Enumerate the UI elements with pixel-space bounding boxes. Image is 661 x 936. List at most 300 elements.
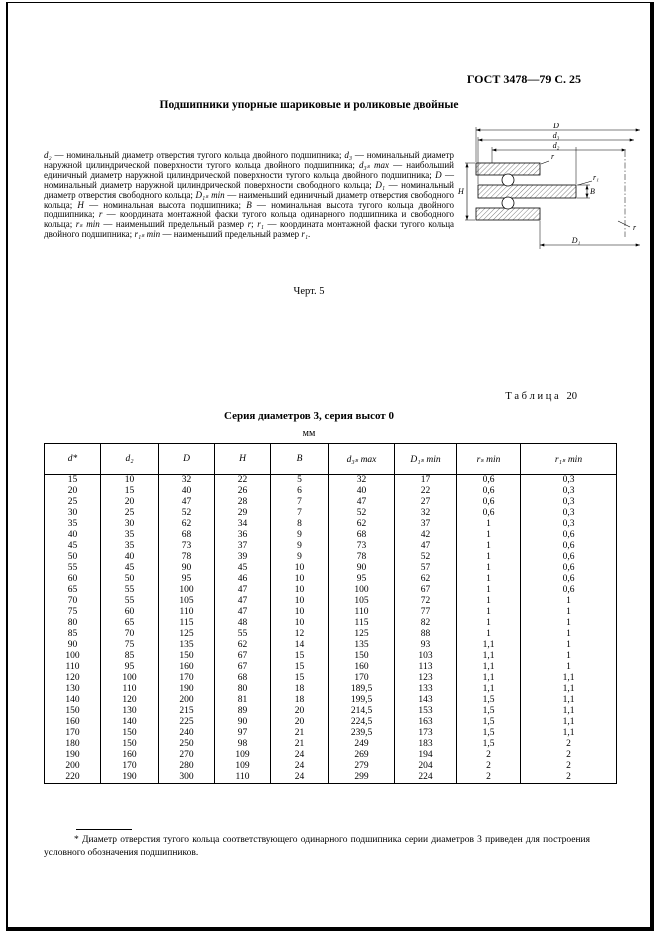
table-cell: 220 (45, 772, 101, 784)
table-cell: 24 (271, 761, 329, 772)
table-cell: 21 (271, 728, 329, 739)
legend-term: H (77, 199, 84, 210)
legend-term: r (247, 219, 252, 230)
col-header-H: H (215, 444, 271, 475)
table-row (45, 508, 617, 519)
table-cell: 170 (101, 761, 159, 772)
table-cell: 10 (271, 563, 329, 574)
table-cell: 1,1 (521, 728, 617, 739)
table-cell: 0,6 (457, 508, 521, 519)
dim-label-D: D (553, 123, 559, 130)
table-number-label: Т а б л и ц а 20 (505, 391, 577, 402)
table-cell: 15 (101, 486, 159, 497)
table-cell: 80 (45, 618, 101, 629)
table-cell: 0,6 (457, 497, 521, 508)
table-row (45, 497, 617, 508)
table-cell: 9 (271, 541, 329, 552)
table-cell: 67 (395, 585, 457, 596)
table-cell: 30 (101, 519, 159, 530)
table-cell: 1 (521, 629, 617, 640)
page-title: Подшипники упорные шариковые и роликовые двойные (159, 99, 459, 111)
table-cell: 55 (45, 563, 101, 574)
table-cell: 190 (159, 684, 215, 695)
table-cell: 80 (215, 684, 271, 695)
legend-term: r (98, 209, 103, 220)
legend-run: — номинальная высота подшипника; (83, 199, 247, 210)
table-cell: 25 (45, 497, 101, 508)
table-cell: 2 (457, 772, 521, 784)
table-cell: 73 (159, 541, 215, 552)
table-cell: 100 (329, 585, 395, 596)
table-row (45, 662, 617, 673)
legend-term: D₁ (375, 179, 386, 190)
legend-run: . (308, 229, 311, 240)
table-row (45, 486, 617, 497)
table-cell: 1,1 (457, 651, 521, 662)
legend-run: — наибольший единичный диаметр наружной цилиндрической поверхности тугого кольца двойного подшипника; (44, 159, 454, 180)
table-cell: 135 (329, 640, 395, 651)
ring-sections (476, 163, 576, 220)
table-cell: 50 (101, 574, 159, 585)
table-cell: 150 (159, 651, 215, 662)
table-cell: 85 (101, 651, 159, 662)
table-cell: 90 (215, 717, 271, 728)
dim-label-r2: r (633, 223, 637, 232)
table-cell: 47 (215, 607, 271, 618)
table-cell: 75 (101, 640, 159, 651)
table-cell: 9 (271, 552, 329, 563)
table-cell: 12 (271, 629, 329, 640)
dim-label-d3: d₃ (552, 131, 560, 140)
table-cell: 46 (215, 574, 271, 585)
table-cell: 2 (521, 761, 617, 772)
table-cell: 10 (271, 596, 329, 607)
table-cell: 20 (271, 706, 329, 717)
col-header-D: D (159, 444, 215, 475)
table-cell: 93 (395, 640, 457, 651)
table-cell: 1 (457, 629, 521, 640)
table-cell: 110 (101, 684, 159, 695)
table-cell: 140 (101, 717, 159, 728)
table-cell: 1,5 (457, 706, 521, 717)
dimension-table-body (45, 475, 617, 784)
table-cell: 88 (395, 629, 457, 640)
table-cell: 130 (45, 684, 101, 695)
table-cell: 50 (45, 552, 101, 563)
table-cell: 250 (159, 739, 215, 750)
table-cell: 35 (101, 541, 159, 552)
table-cell: 160 (159, 662, 215, 673)
table-cell: 1,5 (457, 728, 521, 739)
table-cell: 10 (271, 574, 329, 585)
col-header-d2: d₂ (101, 444, 159, 475)
table-cell: 1 (457, 530, 521, 541)
table-cell: 95 (329, 574, 395, 585)
table-cell: 14 (271, 640, 329, 651)
table-cell: 67 (215, 662, 271, 673)
table-cell: 105 (329, 596, 395, 607)
table-cell: 1 (457, 596, 521, 607)
table-cell: 190 (45, 750, 101, 761)
free-ring-top-section (476, 163, 540, 175)
table-cell: 40 (159, 486, 215, 497)
table-cell: 17 (395, 475, 457, 487)
table-row (45, 574, 617, 585)
table-cell: 0,3 (521, 519, 617, 530)
footnote-text: * Диаметр отверстия тугого кольца соответствующего одинарного подшипника серии диаметров 3 приведен для построения условного обозначения подшипников. (44, 835, 590, 858)
figure-caption: Черт. 5 (293, 286, 325, 297)
table-cell: 173 (395, 728, 457, 739)
table-row (45, 596, 617, 607)
table-cell: 110 (329, 607, 395, 618)
table-cell: 130 (101, 706, 159, 717)
table-row (45, 673, 617, 684)
table-cell: 170 (45, 728, 101, 739)
table-cell: 1,5 (457, 695, 521, 706)
table-cell: 98 (215, 739, 271, 750)
table-cell: 1 (521, 618, 617, 629)
table-cell: 1,1 (457, 684, 521, 695)
table-cell: 1 (457, 585, 521, 596)
table-cell: 1 (521, 640, 617, 651)
table-row (45, 772, 617, 784)
table-cell: 215 (159, 706, 215, 717)
table-units: мм (302, 428, 316, 439)
table-cell: 7 (271, 508, 329, 519)
table-cell: 170 (159, 673, 215, 684)
table-cell: 25 (101, 508, 159, 519)
legend-run: — координата монтажной фаски тугого кольца двойного подшипника; (44, 219, 454, 240)
table-cell: 239,5 (329, 728, 395, 739)
table-cell: 2 (457, 761, 521, 772)
table-cell: 1 (521, 662, 617, 673)
table-cell: 26 (215, 486, 271, 497)
table-cell: 52 (329, 508, 395, 519)
table-cell: 60 (101, 607, 159, 618)
table-cell: 100 (45, 651, 101, 662)
table-cell: 1,1 (457, 673, 521, 684)
table-cell: 32 (395, 508, 457, 519)
table-cell: 115 (329, 618, 395, 629)
table-cell: 180 (45, 739, 101, 750)
table-cell: 55 (101, 585, 159, 596)
table-cell: 28 (215, 497, 271, 508)
table-row (45, 519, 617, 530)
table-cell: 224 (395, 772, 457, 784)
table-cell: 15 (271, 651, 329, 662)
table-cell: 0,3 (521, 497, 617, 508)
table-cell: 62 (215, 640, 271, 651)
table-cell: 109 (215, 750, 271, 761)
dim-label-H: H (458, 187, 464, 196)
table-cell: 150 (45, 706, 101, 717)
table-cell: 120 (101, 695, 159, 706)
table-row (45, 717, 617, 728)
table-cell: 135 (159, 640, 215, 651)
table-cell: 109 (215, 761, 271, 772)
table-cell: 133 (395, 684, 457, 695)
table-cell: 0,3 (521, 475, 617, 487)
ball-top (502, 174, 514, 186)
table-cell: 78 (159, 552, 215, 563)
table-cell: 100 (159, 585, 215, 596)
table-cell: 18 (271, 684, 329, 695)
table-cell: 47 (395, 541, 457, 552)
table-cell: 163 (395, 717, 457, 728)
table-cell: 47 (159, 497, 215, 508)
table-row (45, 739, 617, 750)
table-cell: 2 (521, 772, 617, 784)
table-cell: 5 (271, 475, 329, 487)
table-cell: 95 (159, 574, 215, 585)
legend-term: D (435, 169, 442, 180)
table-cell: 27 (395, 497, 457, 508)
legend-term: r₁ (257, 219, 264, 230)
table-cell: 2 (521, 750, 617, 761)
table-cell: 1,5 (457, 739, 521, 750)
table-row (45, 607, 617, 618)
table-cell: 120 (45, 673, 101, 684)
table-cell: 22 (395, 486, 457, 497)
col-header-B: B (271, 444, 329, 475)
table-row (45, 684, 617, 695)
table-cell: 10 (271, 585, 329, 596)
table-cell: 1 (457, 607, 521, 618)
table-cell: 95 (101, 662, 159, 673)
table-cell: 160 (329, 662, 395, 673)
legend-term: rₛ min (75, 219, 100, 230)
col-header-rs-min: rₛ min (457, 444, 521, 475)
table-cell: 60 (45, 574, 101, 585)
table-cell: 52 (395, 552, 457, 563)
table-cell: 150 (101, 739, 159, 750)
table-cell: 115 (159, 618, 215, 629)
table-cell: 75 (45, 607, 101, 618)
table-row (45, 541, 617, 552)
table-cell: 77 (395, 607, 457, 618)
table-cell: 89 (215, 706, 271, 717)
table-cell: 15 (45, 475, 101, 487)
table-cell: 68 (159, 530, 215, 541)
table-row (45, 728, 617, 739)
legend-run: — номинальный диаметр наружной цилиндрической поверхности тугого кольца двойного подшипника; (44, 150, 455, 170)
table-cell: 40 (45, 530, 101, 541)
table-cell: 280 (159, 761, 215, 772)
table-cell: 204 (395, 761, 457, 772)
table-cell: 29 (215, 508, 271, 519)
legend-term: d₃ (344, 150, 353, 160)
table-cell: 52 (159, 508, 215, 519)
table-cell: 67 (215, 651, 271, 662)
legend-run: — номинальный диаметр наружной цилиндрической поверхности свободного кольца; (44, 169, 454, 190)
table-cell: 78 (329, 552, 395, 563)
table-cell: 42 (395, 530, 457, 541)
table-cell: 70 (101, 629, 159, 640)
table-cell: 214,5 (329, 706, 395, 717)
table-cell: 62 (329, 519, 395, 530)
table-header-row (45, 444, 617, 475)
table-cell: 47 (329, 497, 395, 508)
table-cell: 9 (271, 530, 329, 541)
table-cell: 1 (457, 574, 521, 585)
dim-label-r: r (551, 152, 555, 161)
table-row (45, 695, 617, 706)
table-cell: 1 (457, 519, 521, 530)
table-cell: 1 (457, 552, 521, 563)
legend-run: — наименьший предельный размер (99, 219, 248, 230)
table-cell: 1,5 (457, 717, 521, 728)
legend-run: — наименьший предельный размер (160, 229, 302, 240)
legend-term: r₁ (301, 229, 309, 240)
table-row (45, 640, 617, 651)
table-cell: 97 (215, 728, 271, 739)
table-cell: 48 (215, 618, 271, 629)
table-cell: 0,6 (521, 541, 617, 552)
table-cell: 34 (215, 519, 271, 530)
table-cell: 1 (457, 541, 521, 552)
table-cell: 45 (215, 563, 271, 574)
table-cell: 0,6 (521, 585, 617, 596)
table-cell: 113 (395, 662, 457, 673)
table-cell: 6 (271, 486, 329, 497)
table-cell: 225 (159, 717, 215, 728)
legend-term: d₃ₛ max (358, 159, 390, 170)
col-header-r1s-min: r₁ₛ min (521, 444, 617, 475)
legend-term: d₂ (44, 150, 52, 160)
table-cell: 1,1 (521, 684, 617, 695)
table-cell: 30 (45, 508, 101, 519)
table-cell: 65 (101, 618, 159, 629)
col-header-d: d* (45, 444, 101, 475)
table-cell: 170 (329, 673, 395, 684)
legend-run: — наименьший единичный диаметр отверстия свободного кольца; (44, 189, 454, 210)
table-cell: 125 (159, 629, 215, 640)
table-row (45, 530, 617, 541)
table-cell: 55 (101, 596, 159, 607)
legend-run: — номинальный диаметр отверстия тугого кольца двойного подшипника; (51, 150, 345, 160)
table-cell: 73 (329, 541, 395, 552)
table-cell: 160 (101, 750, 159, 761)
table-cell: 0,6 (457, 475, 521, 487)
table-row (45, 629, 617, 640)
table-cell: 189,5 (329, 684, 395, 695)
table-row (45, 475, 617, 487)
table-cell: 15 (271, 662, 329, 673)
table-cell: 123 (395, 673, 457, 684)
table-cell: 45 (101, 563, 159, 574)
table-cell: 47 (215, 596, 271, 607)
table-cell: 40 (329, 486, 395, 497)
table-cell: 110 (159, 607, 215, 618)
table-cell: 65 (45, 585, 101, 596)
table-cell: 270 (159, 750, 215, 761)
dim-label-D1: D₁ (571, 236, 581, 245)
table-cell: 37 (395, 519, 457, 530)
table-cell: 269 (329, 750, 395, 761)
table-cell: 150 (101, 728, 159, 739)
table-cell: 100 (101, 673, 159, 684)
table-cell: 55 (215, 629, 271, 640)
table-cell: 0,6 (521, 530, 617, 541)
bearing-cross-section-figure (456, 123, 648, 259)
col-header-d3s-max: d₃ₛ max (329, 444, 395, 475)
table-cell: 70 (45, 596, 101, 607)
table-cell: 240 (159, 728, 215, 739)
table-cell: 1 (521, 596, 617, 607)
table-row (45, 750, 617, 761)
table-cell: 90 (329, 563, 395, 574)
table-cell: 105 (159, 596, 215, 607)
table-cell: 24 (271, 750, 329, 761)
legend-term: r₁ₛ min (134, 229, 161, 240)
table-cell: 35 (101, 530, 159, 541)
table-row (45, 552, 617, 563)
table-row (45, 761, 617, 772)
table-cell: 140 (45, 695, 101, 706)
figure-container (456, 123, 648, 259)
table-cell: 300 (159, 772, 215, 784)
table-cell: 20 (271, 717, 329, 728)
table-cell: 10 (101, 475, 159, 487)
table-cell: 183 (395, 739, 457, 750)
table-cell: 45 (45, 541, 101, 552)
table-cell: 194 (395, 750, 457, 761)
table-cell: 299 (329, 772, 395, 784)
table-title: Серия диаметров 3, серия высот 0 (224, 410, 394, 422)
footnote-divider (76, 829, 132, 830)
table-cell: 90 (45, 640, 101, 651)
dimension-table (44, 443, 617, 784)
table-cell: 0,6 (521, 574, 617, 585)
table-row (45, 651, 617, 662)
table-cell: 68 (215, 673, 271, 684)
table-cell: 1,1 (521, 717, 617, 728)
tight-ring-section (478, 185, 576, 198)
table-cell: 0,6 (457, 486, 521, 497)
table-cell: 18 (271, 695, 329, 706)
table-cell: 20 (45, 486, 101, 497)
table-cell: 36 (215, 530, 271, 541)
table-cell: 47 (215, 585, 271, 596)
table-cell: 68 (329, 530, 395, 541)
table-cell: 37 (215, 541, 271, 552)
table-row (45, 706, 617, 717)
table-cell: 2 (457, 750, 521, 761)
dim-label-B: B (590, 187, 595, 196)
table-cell: 103 (395, 651, 457, 662)
table-cell: 1,1 (457, 640, 521, 651)
dim-label-r1: r₁ (593, 173, 599, 182)
legend-run: — координата монтажной фаски тугого кольца одинарного подшипника и свободного кольца; (44, 209, 454, 230)
table-cell: 32 (329, 475, 395, 487)
table-cell: 32 (159, 475, 215, 487)
table-cell: 10 (271, 618, 329, 629)
table-cell: 110 (215, 772, 271, 784)
table-cell: 10 (271, 607, 329, 618)
table-cell: 82 (395, 618, 457, 629)
table-cell: 39 (215, 552, 271, 563)
table-cell: 35 (45, 519, 101, 530)
table-cell: 0,3 (521, 486, 617, 497)
table-cell: 1 (521, 651, 617, 662)
table-cell: 2 (521, 739, 617, 750)
table-cell: 199,5 (329, 695, 395, 706)
table-cell: 1,1 (457, 662, 521, 673)
table-cell: 0,6 (521, 563, 617, 574)
table-cell: 40 (101, 552, 159, 563)
table-cell: 200 (159, 695, 215, 706)
table-cell: 1,1 (521, 695, 617, 706)
